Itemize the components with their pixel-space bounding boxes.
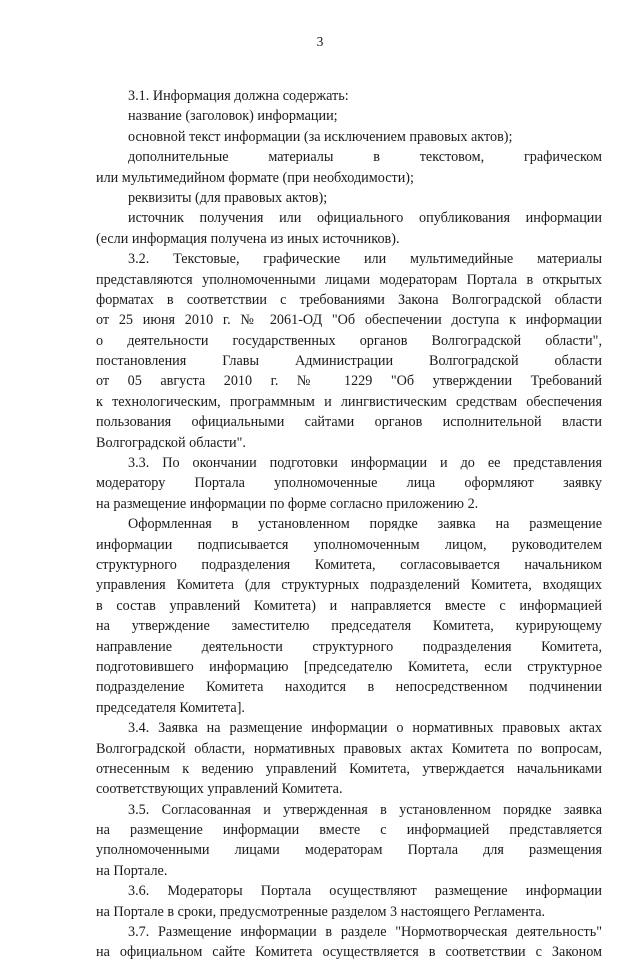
text-line: пользования официальными сайтами органов исполнительной власти bbox=[96, 414, 602, 431]
text-line: председателя Комитета]. bbox=[96, 699, 245, 716]
text-line: название (заголовок) информации; bbox=[128, 108, 338, 125]
text-line: от 05 августа 2010 г. № 1229 "Об утверждении Требований bbox=[96, 373, 602, 390]
text-line: 3.6. Модераторы Портала осуществляют размещение информации bbox=[128, 883, 602, 900]
text-line: Волгоградской области, нормативных правовых актах Комитета по вопросам, bbox=[96, 740, 602, 757]
text-line: Волгоградской области". bbox=[96, 434, 246, 451]
text-line: о деятельности государственных органов Волгоградской области", bbox=[96, 332, 602, 349]
text-line: на размещение информации по форме согласно приложению 2. bbox=[96, 495, 479, 512]
text-line: в состав управлений Комитета) и направляется вместе с информацией bbox=[96, 597, 602, 614]
text-line: 3.3. По окончании подготовки информации и до ее представления bbox=[128, 455, 602, 472]
text-line: подразделение Комитета находится в непосредственном подчинении bbox=[96, 679, 602, 696]
text-line: подготовившего информацию [председателю Комитета, если структурное bbox=[96, 658, 602, 675]
text-line: модератору Портала уполномоченные лица оформляют заявку bbox=[96, 475, 602, 492]
text-line: 3.2. Текстовые, графические или мультимедийные материалы bbox=[128, 251, 602, 268]
text-line: отнесенным к ведению управлений Комитета, утверждается начальниками bbox=[96, 760, 602, 777]
text-line: постановления Главы Администрации Волгоградской области bbox=[96, 353, 602, 370]
text-line: уполномоченными лицами модераторам Портала для размещения bbox=[96, 842, 602, 859]
text-line: соответствующих управлений Комитета. bbox=[96, 781, 343, 798]
text-line: форматах в соответствии с требованиями Закона Волгоградской области bbox=[96, 291, 602, 308]
text-line: управления Комитета (для структурных подразделений Комитета, входящих bbox=[96, 577, 602, 594]
text-line: структурного подразделения Комитета, согласовывается начальником bbox=[96, 556, 602, 573]
text-line: 3.4. Заявка на размещение информации о нормативных правовых актах bbox=[128, 720, 602, 737]
text-line: на размещение информации вместе с информацией представляется bbox=[96, 822, 602, 839]
text-line: дополнительные материалы в текстовом, графическом bbox=[128, 149, 602, 166]
text-line: представляются уполномоченными лицами модераторам Портала в открытых bbox=[96, 271, 602, 288]
text-line: на утверждение заместителю председателя Комитета, курирующему bbox=[96, 618, 602, 635]
text-line: реквизиты (для правовых актов); bbox=[128, 189, 328, 206]
body-text bbox=[96, 86, 602, 963]
text-line: (если информация получена из иных источников). bbox=[96, 230, 400, 247]
page-number: 3 bbox=[316, 34, 324, 49]
text-line: или мультимедийном формате (при необходимости); bbox=[96, 169, 414, 186]
text-line: 3.5. Согласованная и утвержденная в установленном порядке заявка bbox=[128, 801, 602, 818]
text-line: к технологическим, программным и лингвистическим средствам обеспечения bbox=[96, 393, 602, 410]
text-line: от 25 июня 2010 г. № 2061-ОД "Об обеспечении доступа к информации bbox=[96, 312, 602, 329]
text-line: 3.1. Информация должна содержать: bbox=[128, 88, 349, 104]
text-line: 3.7. Размещение информации в разделе "Нормотворческая деятельность" bbox=[128, 924, 602, 941]
text-line: на Портале. bbox=[96, 862, 168, 879]
text-line: информации подписывается уполномоченным лицом, руководителем bbox=[96, 536, 602, 553]
text-line: источник получения или официального опубликования информации bbox=[128, 210, 602, 227]
text-line: на Портале в сроки, предусмотренные разделом 3 настоящего Регламента. bbox=[96, 903, 546, 920]
text-line: основной текст информации (за исключением правовых актов); bbox=[128, 128, 513, 145]
text-line: на официальном сайте Комитета осуществляется в соответствии с Законом bbox=[96, 944, 602, 961]
text-line: Оформленная в установленном порядке заявка на размещение bbox=[128, 516, 602, 533]
text-line: направление деятельности структурного подразделения Комитета, bbox=[96, 638, 602, 655]
